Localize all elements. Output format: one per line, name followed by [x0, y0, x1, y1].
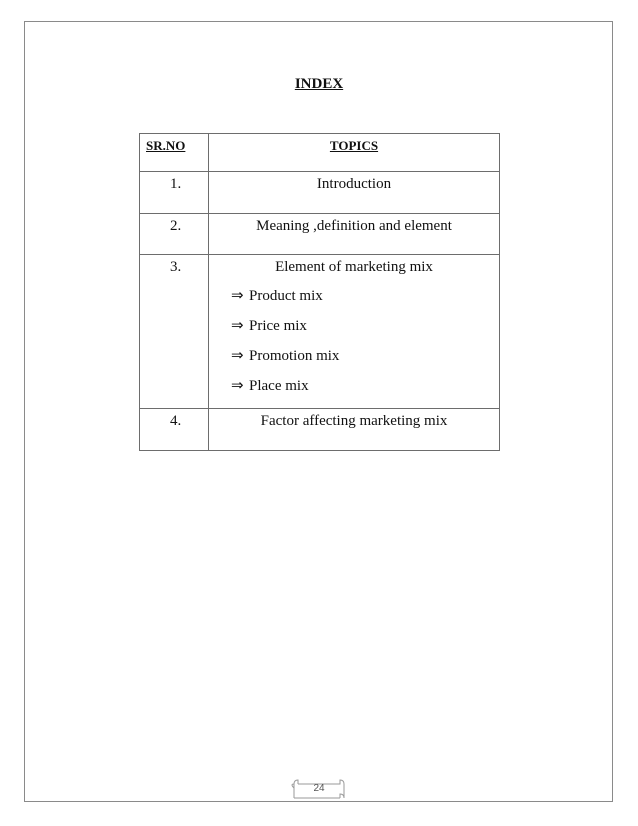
row-number: 2. [140, 214, 209, 255]
row-topic: Element of marketing mix [275, 259, 433, 275]
table-row [140, 172, 500, 214]
subtopic-label: Place mix [249, 378, 309, 394]
list-item [209, 341, 499, 371]
double-arrow-icon: ⇒ [231, 378, 244, 394]
double-arrow-icon: ⇒ [231, 318, 244, 334]
list-item [209, 371, 499, 401]
double-arrow-icon: ⇒ [231, 348, 244, 364]
subtopic-label: Promotion mix [249, 348, 340, 364]
row-topic: Factor affecting marketing mix [209, 409, 500, 451]
table-row [140, 409, 500, 451]
subtopic-list [209, 281, 499, 401]
page-number-scroll [290, 778, 348, 800]
row-topic: Meaning ,definition and element [209, 214, 500, 255]
list-item [209, 311, 499, 341]
row-number: 3. [140, 255, 209, 409]
table-row [140, 255, 500, 409]
header-sr-no: SR.NO [140, 134, 209, 172]
subtopic-label: Price mix [249, 318, 307, 334]
table-row [140, 214, 500, 255]
subtopic-label: Product mix [249, 288, 323, 304]
row-number: 4. [140, 409, 209, 451]
header-topics: TOPICS [209, 134, 500, 172]
table-header-row [140, 134, 500, 172]
page-number: 24 [313, 783, 325, 794]
row-topic-cell [209, 255, 500, 409]
row-topic: Introduction [209, 172, 500, 214]
index-table [139, 133, 500, 451]
list-item [209, 281, 499, 311]
double-arrow-icon: ⇒ [231, 288, 244, 304]
page-title: INDEX [294, 76, 344, 92]
row-number: 1. [140, 172, 209, 214]
